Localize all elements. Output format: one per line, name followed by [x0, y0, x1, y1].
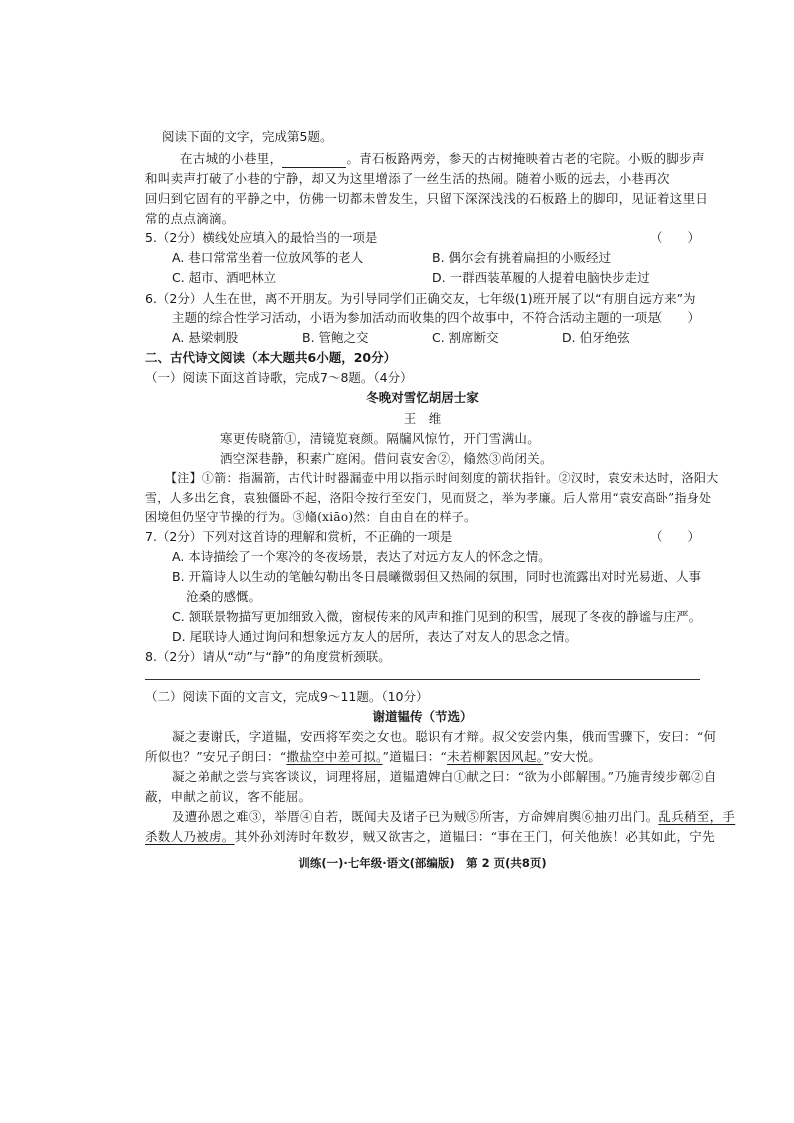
prose-p2-line-2: 蔽，申献之前议，客不能屈。 [145, 789, 312, 804]
q7-option-d: D. 尾联诗人通过询问和想象远方友人的居所，表达了对友人的思念之情。 [172, 629, 578, 644]
q5-option-d: D. 一群西装革履的人提着电脑快步走过 [432, 270, 650, 285]
q7-stem [145, 528, 700, 546]
passage-line-1-end: 。青石板路两旁，参天的古树掩映着古老的宅院。小贩的脚步声 [346, 151, 705, 166]
q8-stem: 8.（2分）请从“动”与“静”的角度赏析颈联。 [145, 649, 391, 664]
q7-option-b-line-2: 沧桑的感慨。 [186, 589, 262, 604]
prose-p3-line-1 [172, 808, 735, 826]
prose-p1-line-1: 凝之妻谢氏，字道韫，安西将军奕之女也。聪识有才辩。叔父安尝内集，俄而雪骤下，安曰：“何 [172, 729, 717, 744]
q7-stem-text: 7.（2分）下列对这首诗的理解和赏析，不正确的一项是 [145, 529, 453, 544]
prose-p1-line-2 [145, 748, 601, 766]
poem-line-2: 洒空深巷静，积素广庭闲。借问袁安舍②，翛然③尚闭关。 [220, 451, 553, 466]
prose-p3-line-1-a: 及遭孙恩之难③，举厝④自若，既闻夫及诸子已为贼⑤所害，方命婢肩舆⑥抽刃出门。 [172, 809, 659, 824]
q8-answer-line[interactable] [145, 679, 700, 680]
poem-title: 冬晚对雪忆胡居士家 [366, 390, 479, 405]
prose-p2-line-1: 凝之弟献之尝与宾客谈议，词理将屈，道韫遣婢白①献之曰：“欲为小郎解围。”乃施青绫步鄣②自 [172, 769, 717, 784]
q5-stem [145, 229, 700, 247]
prose-p1-line-2-b: ”道韫曰：“ [382, 749, 448, 764]
passage-instruction: 阅读下面的文字，完成第5题。 [162, 129, 333, 144]
prose-title: 谢道韫传（节选） [372, 709, 473, 724]
subsection-2-title: （二）阅读下面的文言文，完成9～11题。（10分） [145, 689, 429, 704]
q6-stem-line-2 [172, 309, 700, 327]
prose-p3-line-2 [145, 828, 715, 846]
prose-p1-line-2-a: 所似也？”安兄子朗曰：“ [145, 749, 287, 764]
q6-stem-line-1: 6.（2分）人生在世，离不开朋友。为引导同学们正确交友，七年级(1)班开展了以“有朋自远方来”为 [145, 291, 696, 306]
passage-line-2: 和叫卖声打破了小巷的宁静，却又为这里增添了一丝生活的热闹。随着小贩的远去，小巷再次 [145, 171, 670, 186]
q6-answer-paren: （ ） [649, 310, 700, 325]
poem-author: 王 维 [403, 411, 442, 426]
passage-line-3: 回归到它固有的平静之中，仿佛一切都未曾发生，只留下深深浅浅的石板路上的脚印，见证着这里日 [145, 191, 709, 206]
q5-option-c: C. 超市、酒吧林立 [172, 270, 277, 285]
q6-option-a: A. 悬梁刺股 [172, 330, 239, 345]
underlined-sentence-2: 未若柳絮因风起。 [447, 749, 544, 764]
note-line-3: 困境但仍坚守节操的行为。③翛(xiāo)然：自由自在的样子。 [145, 510, 477, 524]
passage-line-1-start: 在古城的小巷里， [180, 151, 283, 166]
page-footer: 训练(一)·七年级·语文(部编版) 第 2 页(共8页) [298, 856, 547, 870]
q5-option-b: B. 偶尔会有挑着扁担的小贩经过 [432, 250, 612, 265]
q7-option-c: C. 颔联景物描写更加细致入微，窗棂传来的风声和推门见到的积雪，展现了冬夜的静谧与庄严。 [172, 609, 702, 624]
q6-stem-text: 主题的综合性学习活动，小语为参加活动而收集的四个故事中，不符合活动主题的一项是 [172, 310, 660, 325]
q7-answer-paren: （ ） [649, 529, 700, 544]
section-2-title: 二、古代诗文阅读（本大题共6小题，20分） [145, 350, 397, 365]
q6-option-b: B. 管鲍之交 [302, 330, 369, 345]
prose-p3-line-2-b: 其外孙刘涛时年数岁，贼又欲害之，道韫曰：“事在王门，何关他族！必其如此，宁先 [234, 829, 715, 844]
fill-in-blank [282, 155, 346, 168]
q7-option-a: A. 本诗描绘了一个寒冷的冬夜场景，表达了对远方友人的怀念之情。 [172, 549, 551, 564]
prose-p1-line-2-c: ”安大悦。 [543, 749, 602, 764]
q5-option-a: A. 巷口常常坐着一位放风筝的老人 [172, 250, 364, 265]
underlined-sentence-1: 撒盐空中差可拟。 [286, 749, 383, 764]
q5-stem-text: 5.（2分）横线处应填入的最恰当的一项是 [145, 230, 378, 245]
passage-line-1 [180, 150, 705, 168]
underlined-sentence-3b: 杀数人乃被虏。 [145, 829, 235, 844]
note-line-2: 雪，人多出乞食，袁独僵卧不起，洛阳令按行至安门，见而贤之，举为孝廉。后人常用“袁安高卧”指身处 [145, 491, 712, 505]
subsection-1-title: （一）阅读下面这首诗歌，完成7～8题。（4分） [145, 370, 413, 385]
q5-answer-paren: （ ） [649, 230, 700, 245]
note-line-1: 【注】①箭：指漏箭，古代计时器漏壶中用以指示时间刻度的箭状指针。②汉时，袁安未达时，洛阳大 [165, 471, 719, 485]
q7-option-b-line-1: B. 开篇诗人以生动的笔触勾勒出冬日晨曦微弱但又热闹的氛围，同时也流露出对时光易逝、人事 [172, 569, 702, 584]
underlined-sentence-3a: 乱兵稍至，手 [658, 809, 736, 824]
q6-option-d: D. 伯牙绝弦 [562, 330, 630, 345]
poem-line-1: 寒更传晓箭①，清镜览衰颜。隔牖风惊竹，开门雪满山。 [220, 431, 541, 446]
q6-option-c: C. 割席断交 [432, 330, 499, 345]
passage-line-4: 常的点点滴滴。 [145, 211, 235, 226]
